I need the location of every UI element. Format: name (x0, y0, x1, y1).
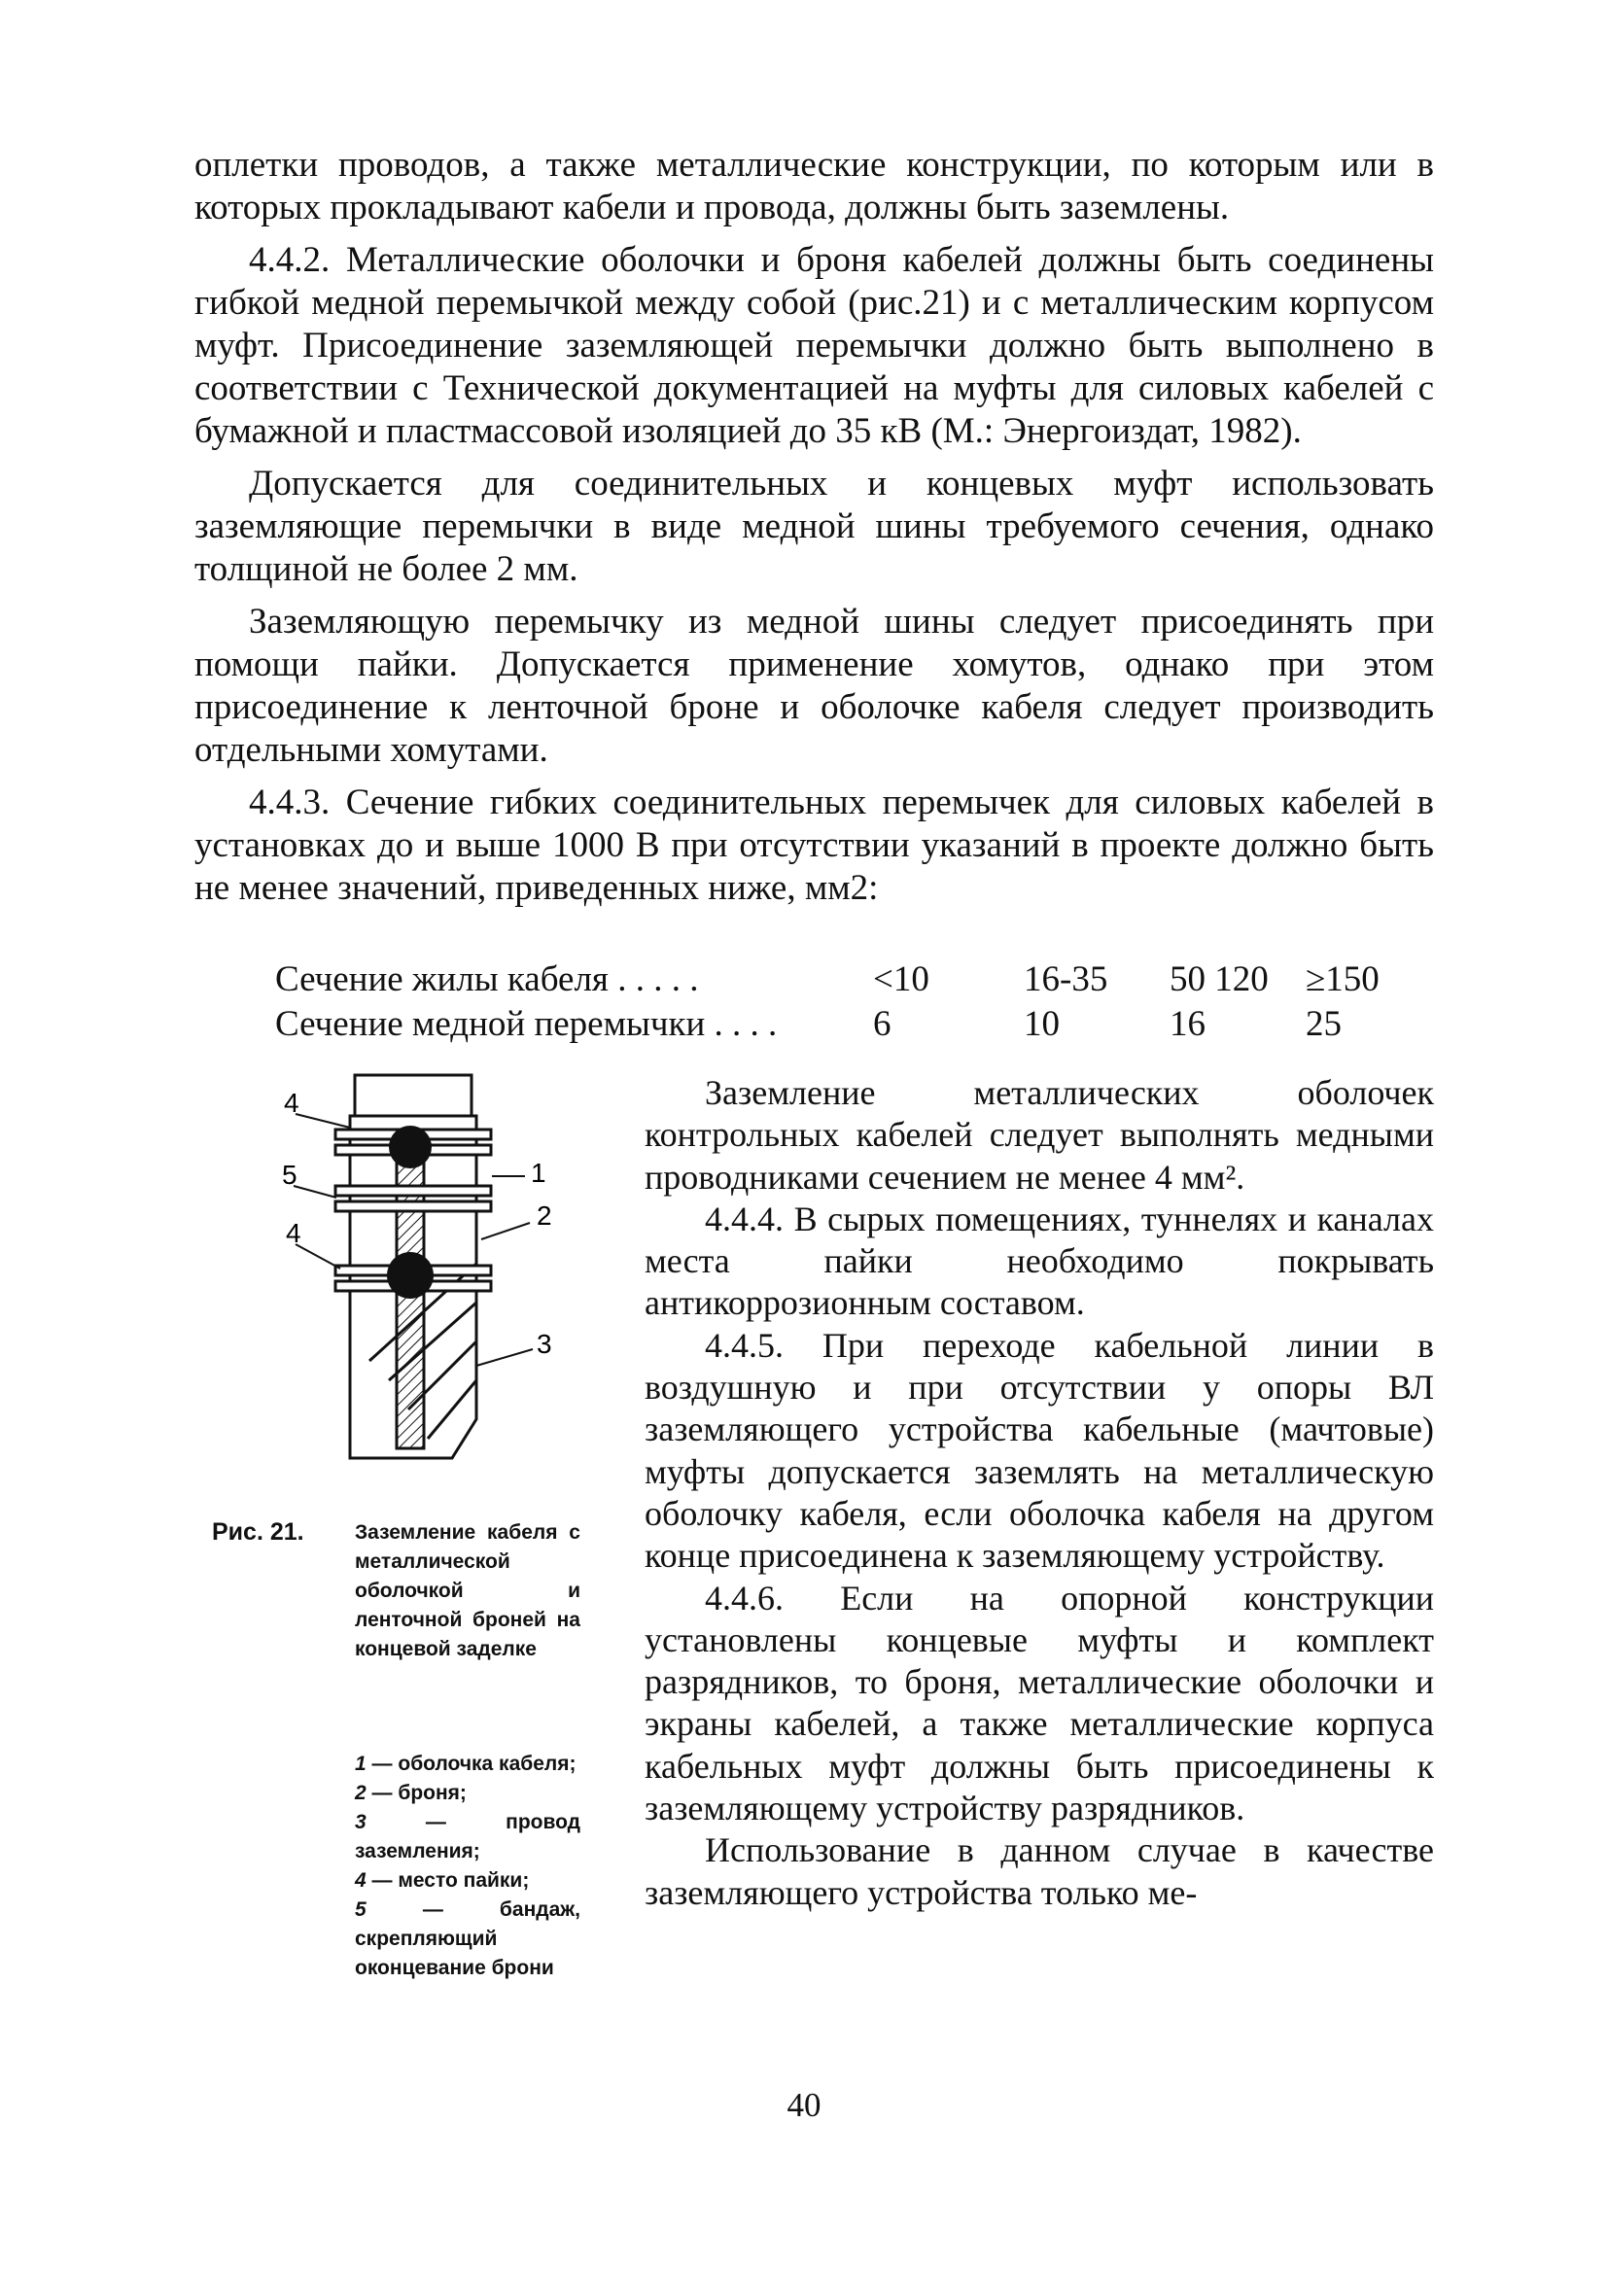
solder-point (387, 1252, 434, 1299)
callout-5: 5 (282, 1160, 297, 1190)
table-cell: 6 (873, 1004, 891, 1044)
legend-item: 5 — бандаж, скрепляющий оконцевание брони (355, 1898, 580, 1979)
table-row (275, 1002, 1413, 1047)
figure-caption: Заземление кабеля с металлической оболочкой и ленточной броней на концевой заделке (355, 1521, 580, 1660)
paragraph-4-4-5: 4.4.5. При переходе кабельной линии в воздушную и при отсутствии у опоры ВЛ заземляющего устройства кабельные (мачтовые) муфты допускается заземлять на металлическую оболочку кабеля, если оболочка кабеля на другом конце присоединена к заземляющему устройству. (645, 1325, 1434, 1576)
table-row (275, 957, 1413, 1002)
paragraph: Заземление металлических оболочек контрольных кабелей следует выполнять медными проводниками сечением не менее 4 мм². (645, 1073, 1434, 1197)
legend-item: 2 — броня; (355, 1782, 467, 1804)
table-cell: 10 (1024, 1004, 1060, 1044)
figure-legend (355, 1750, 580, 1983)
legend-item: 4 — место пайки; (355, 1869, 530, 1892)
table-cell: 16 (1170, 1004, 1206, 1044)
band (335, 1201, 491, 1211)
table-cell: 50 120 (1170, 959, 1269, 999)
paragraph: Допускается для соединительных и концевых муфт использовать заземляющие перемычки в виде медной шины требуемого сечения, однако толщиной не более 2 мм. (194, 464, 1434, 589)
paragraph-4-4-2: 4.4.2. Металлические оболочки и броня кабелей должны быть соединены гибкой медной перемычкой между собой (рис.21) и с металлическим корпусом муфт. Присоединение заземляющей перемычки должно быть выполнено в соответствии с Технической документацией на муфты для силовых кабелей с бумажной и пластмассовой изоляцией до 35 кВ (М.: Энергоиздат, 1982). (194, 240, 1434, 451)
figure-21-cable-grounding (282, 1069, 593, 1478)
paragraph-4-4-4: 4.4.4. В сырых помещениях, туннелях и каналах места пайки необходимо покрывать антикоррозионным составом. (645, 1199, 1434, 1323)
table-cell: 25 (1306, 1004, 1342, 1044)
table-cell: <10 (873, 959, 929, 999)
paragraph: Использование в данном случае в качестве заземляющего устройства только ме- (645, 1830, 1434, 1912)
cable-cap (355, 1075, 472, 1116)
paragraph: оплетки проводов, а также металлические конструкции, по которым или в которых прокладывают кабели и провода, должны быть заземлены. (194, 145, 1434, 227)
row-label: Сечение медной перемычки . . . . (275, 1004, 778, 1044)
row-label: Сечение жилы кабеля . . . . . (275, 959, 699, 999)
callout-3: 3 (537, 1329, 552, 1359)
cable-termination-drawing (282, 1069, 593, 1478)
legend-item: 1 — оболочка кабеля; (355, 1753, 577, 1775)
top-text-block (194, 144, 1434, 910)
solder-point (389, 1126, 432, 1168)
page-number: 40 (787, 2086, 821, 2124)
callout-1: 1 (531, 1158, 546, 1188)
callout-2: 2 (537, 1200, 552, 1231)
figure-label: Рис. 21. (212, 1518, 304, 1546)
paragraph-4-4-3: 4.4.3. Сечение гибких соединительных перемычек для силовых кабелей в установках до и выше 1000 В при отсутствии указаний в проекте должно быть не менее значений, приведенных ниже, мм2: (194, 783, 1434, 908)
table-cell: 16-35 (1024, 959, 1108, 999)
cross-section-table (275, 957, 1413, 1047)
paragraph: Заземляющую перемычку из медной шины следует присоединять при помощи пайки. Допускается применение хомутов, однако при этом присоединение к ленточной броне и оболочке кабеля следует производить отдельными хомутами. (194, 602, 1434, 770)
band (335, 1186, 491, 1196)
callout-4: 4 (284, 1088, 299, 1118)
paragraph-4-4-6: 4.4.6. Если на опорной конструкции установлены концевые муфты и комплект разрядников, то броня, металлические оболочки и экраны кабелей, а также металлические корпуса кабельных муфт должны быть присоединены к заземляющему устройству разрядников. (645, 1578, 1434, 1828)
table-cell: ≥150 (1306, 959, 1380, 999)
legend-item: 3 — провод заземления; (355, 1811, 580, 1862)
callout-4: 4 (286, 1218, 301, 1248)
right-text-column (645, 1072, 1434, 1914)
